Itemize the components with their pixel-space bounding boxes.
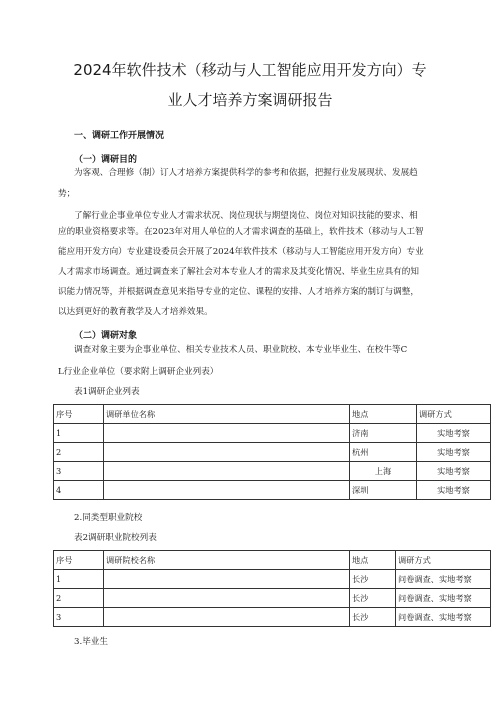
- table-cell: [104, 462, 350, 481]
- table-cell: 长沙: [350, 589, 396, 608]
- table-row: [54, 570, 491, 589]
- paragraph-line: 识能力情况等，并根据调查意见来指导专业的定位、课程的安排、人才培养方案的制订与调整，: [58, 287, 419, 297]
- table-header-cell: 地点: [350, 551, 396, 570]
- paragraph-line: 以达到更好的教育教学及人才培养效果。: [58, 307, 213, 317]
- paragraph-line: 为客观、合理修（制）订人才培养方案提供科学的参考和依据，把握行业发展现状、发展趋: [74, 168, 418, 178]
- table-cell: 3: [54, 608, 104, 627]
- table-row: [54, 424, 491, 443]
- table-header-row: [54, 405, 491, 424]
- table-row: [54, 589, 491, 608]
- enterprise-table: [53, 404, 491, 500]
- table-header-cell: 调研单位名称: [104, 405, 350, 424]
- report-title-line-1: 2024年软件技术（移动与人工智能应用开发方向）专: [73, 61, 427, 79]
- table-row: [54, 443, 491, 462]
- table-cell: [104, 424, 350, 443]
- table-cell: 问卷调查、实地考察: [396, 570, 491, 589]
- subsection-heading-targets: （二）调研对象: [74, 331, 138, 341]
- table-row: [54, 481, 491, 500]
- paragraph-line: L行业企业单位（要求附上调研企业列表）: [58, 367, 219, 377]
- list-item-3: 3.毕业生: [74, 637, 108, 647]
- paragraph-line: 调查对象主要为企事业单位、相关专业技术人员、职业院校、本专业毕业生、在校牛等C: [74, 345, 408, 355]
- table-cell: [104, 570, 350, 589]
- subsection-heading-purpose: （一）调研目的: [74, 155, 138, 165]
- table-cell: 长沙: [350, 570, 396, 589]
- paragraph-line: 了解行业企事业单位专业人才需求状况、岗位现状与期望岗位、岗位对知识技能的要求、相: [74, 211, 418, 221]
- table-cell: 实地考察: [417, 462, 491, 481]
- table-header-row: [54, 551, 491, 570]
- table-row: [54, 462, 491, 481]
- college-table: [53, 550, 491, 627]
- table-cell: 问卷调查、实地考察: [396, 608, 491, 627]
- table-header-cell: 地点: [350, 405, 417, 424]
- paragraph-line: 人才需求市场调查。通过调查来了解社会对本专业人才的需求及其变化情况、毕业生应具有的知: [58, 267, 419, 277]
- paragraph-line: 能应用开发方向）专业建设委员会开展了2024年软件技术（移动与人工智能应用开发方向）专业: [58, 247, 424, 257]
- table-header-cell: 调研院校名称: [104, 551, 350, 570]
- table-cell: [104, 481, 350, 500]
- table-cell: 1: [54, 424, 104, 443]
- table-header-cell: 序号: [54, 405, 104, 424]
- table-cell: 2: [54, 443, 104, 462]
- section-heading-1: 一、调研工作开展情况: [74, 131, 165, 141]
- table-cell: [104, 608, 350, 627]
- list-item-2: 2.同类型职业院校: [74, 513, 143, 523]
- paragraph-line: 应的职业资格要求等。在2023年对用人单位的人才需求调查的基础上，软件技术（移动与人工智: [58, 227, 424, 237]
- table1-caption: 表1调研企业列表: [74, 387, 140, 397]
- table-cell: [104, 589, 350, 608]
- table-cell: 实地考察: [417, 443, 491, 462]
- table-row: [54, 608, 491, 627]
- table-cell: 问卷调查、实地考察: [396, 589, 491, 608]
- table-cell: 实地考察: [417, 424, 491, 443]
- table-cell: 4: [54, 481, 104, 500]
- table-header-cell: 序号: [54, 551, 104, 570]
- table-cell: 实地考察: [417, 481, 491, 500]
- table-header-cell: 调研方式: [396, 551, 491, 570]
- table-cell: 杭州: [350, 443, 417, 462]
- table-cell: 2: [54, 589, 104, 608]
- table2-caption: 表2调研职业院校列表: [74, 533, 157, 543]
- table-cell: [104, 443, 350, 462]
- table-cell: 济南: [350, 424, 417, 443]
- table-header-cell: 调研方式: [417, 405, 491, 424]
- table-cell: 3: [54, 462, 104, 481]
- table-cell: 长沙: [350, 608, 396, 627]
- table-cell: 深圳: [350, 481, 417, 500]
- table-cell: 1: [54, 570, 104, 589]
- report-title-line-2: 业人才培养方案调研报告: [167, 91, 333, 109]
- paragraph-line: 势；: [58, 189, 76, 199]
- table-cell: 上海: [350, 462, 417, 481]
